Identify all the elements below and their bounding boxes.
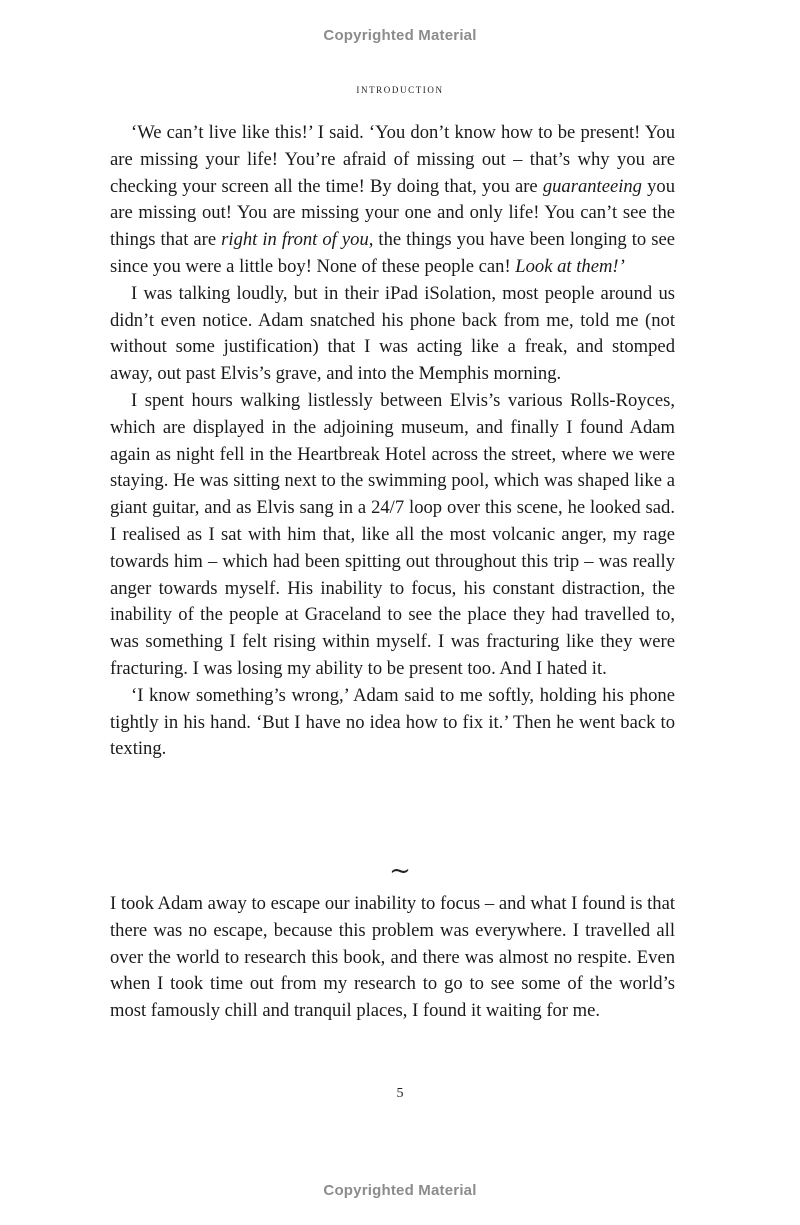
paragraph-1-part-3: the things you have been longing to see since you were a little boy! None of these people can! (110, 229, 675, 277)
section-break-ornament: ~ (389, 856, 411, 886)
running-head: introduction (356, 81, 444, 96)
paragraph-5: I took Adam away to escape our inability to focus – and what I found is that there was no escape, because this problem was everywhere. I travelled all over the world to research this book, and there was almost no respite. Even when I took time out from my research to go to see some of the world’s most famously chill and tranquil places, I found it waiting for me. (110, 893, 675, 1022)
paragraph-1-part-2: you are missing out! You are missing your one and only life! You can’t see the things that are (110, 175, 675, 251)
paragraph-1-italic-1: guaranteeing (542, 175, 642, 197)
paragraph-1-italic-2: right in front of you, (221, 229, 374, 251)
paragraph-1 (110, 120, 675, 281)
paragraph-4: ‘I know something’s wrong,’ Adam said to me softly, holding his phone tightly in his hand. ‘But I have no idea how to fix it.’ Then he went back to texting. (110, 684, 675, 760)
copyright-watermark-bottom: Copyrighted Material (323, 1182, 477, 1199)
paragraph-3: I spent hours walking listlessly between Elvis’s various Rolls-Royces, which are displayed in the adjoining museum, and finally I found Adam again as night fell in the Heartbreak Hotel across the street, where we were staying. He was sitting next to the swimming pool, which was shaped like a giant guitar, and as Elvis sang in a 24/7 loop over this scene, he looked sad. I realised as I sat with him that, like all the most volcanic anger, my rage towards him – which had been spitting out throughout this trip – was really anger towards myself. His inability to focus, his constant distraction, the inability of the people at Graceland to see the place they had travelled to, was something I felt rising within myself. I was fracturing like they were fracturing. I was losing my ability to be present too. And I hated it. (110, 389, 675, 679)
body-text-section-two (110, 891, 675, 1025)
paragraph-2: I was talking loudly, but in their iPad iSolation, most people around us didn’t even notice. Adam snatched his phone back from me, told me (not without some justification) that I was acting like a freak, and stomped away, out past Elvis’s grave, and into the Memphis morning. (110, 282, 675, 385)
paragraph-1-part-1: ‘We can’t live like this!’ I said. ‘You don’t know how to be present! You are missing your life! You’re afraid of missing out – that’s why you are checking your screen all the time! By doing that, you are (110, 122, 675, 197)
copyright-watermark-top: Copyrighted Material (323, 27, 477, 44)
body-text-section-one (110, 120, 675, 763)
paragraph-1-italic-3: Look at them!’ (515, 255, 625, 277)
page-number: 5 (396, 1086, 404, 1101)
